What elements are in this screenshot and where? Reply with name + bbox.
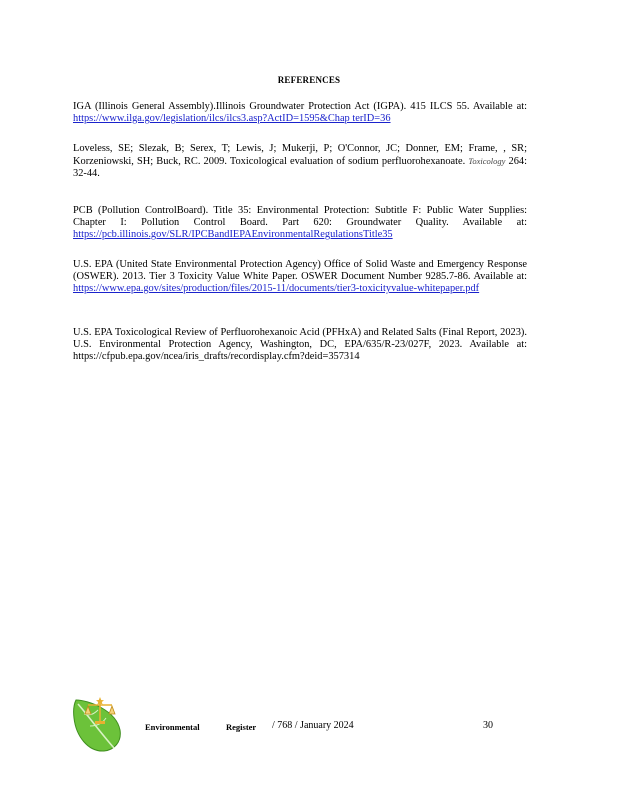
reference-entry-epa-oswer [73, 259, 527, 295]
reference-text: U.S. EPA (United State Environmental Protection Agency) Office of Solid Waste and Emergency Response (OSWER). 2013. Tier 3 Toxicity Value White Paper. OSWER Document Number 9285.7-86. Available at: [73, 259, 527, 282]
footer-publication-word2: Register [226, 722, 257, 732]
journal-title: Toxicology [468, 156, 506, 166]
footer-publication-word1: Environmental [145, 722, 200, 732]
reference-suffix: 264: 32-44. [73, 156, 527, 179]
reference-entry-pcb [73, 205, 527, 241]
reference-text: PCB (Pollution ControlBoard). Title 35: Environmental Protection: Subtitle F: Public Water Supplies: Chapter I: Pollution Control Board. Part 620: Groundwater Quality. Available at: [73, 205, 527, 228]
reference-text: IGA (Illinois General Assembly).Illinois Groundwater Protection Act (IGPA). 415 ILCS 55. Available at: [73, 101, 527, 112]
reference-text: U.S. EPA Toxicological Review of Perfluorohexanoic Acid (PFHxA) and Related Salts (Final Report, 2023). U.S. Environmental Protection Agency, Washington, DC, EPA/635/R-23/027F, 2023. Available at: https://cfpub.epa.gov/ncea/iris_drafts/recordisplay.cfm?deid=357314 [73, 327, 527, 362]
reference-text: Loveless, SE; Slezak, B; Serex, T; Lewis, J; Mukerji, P; O'Connor, JC; Donner, EM; Frame, , SR; Korzeniowski, SH; Buck, RC. 2009. Toxicological evaluation of sodium perfluorohexanoate. [73, 143, 527, 167]
reference-link-pcb[interactable]: https://pcb.illinois.gov/SLR/IPCBandIEPAEnvironmentalRegulationsTitle35 [73, 229, 393, 240]
reference-link-ilga[interactable]: https://www.ilga.gov/legislation/ilcs/ilcs3.asp?ActID=1595&Chap terID=36 [73, 113, 391, 124]
reference-link-epa-whitepaper[interactable]: https://www.epa.gov/sites/production/files/2015-11/documents/tier3-toxicityvalue-whitepaper.pdf [73, 283, 480, 294]
reference-entry-epa-pfhxa [73, 327, 527, 363]
reference-entry-loveless [73, 143, 527, 180]
footer-issue: / 768 / January 2024 [272, 720, 354, 731]
reference-entry-iga [73, 101, 527, 125]
references-heading: REFERENCES [277, 75, 341, 85]
page-footer [0, 720, 618, 740]
footer-page-number: 30 [483, 720, 493, 731]
